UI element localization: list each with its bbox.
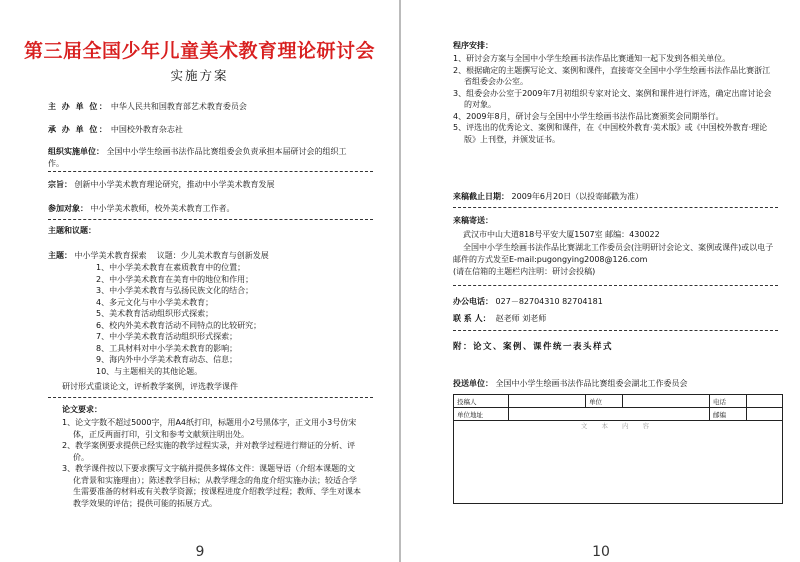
schedule-list (453, 53, 773, 145)
participants-value: 中小学美术教师，校外美术教育工作者。 (90, 204, 235, 213)
divider-3 (48, 397, 373, 398)
deadline-label: 来稿截止日期： (453, 192, 509, 201)
main-title: 第三届全国少年儿童美术教育理论研讨会 (23, 40, 375, 62)
theme-value: 中小学美术教育探索 (74, 251, 147, 260)
phone-value: 027－82704310 82704181 (495, 297, 603, 306)
submit-value: 全国中小学生绘画书法作品比赛组委会湖北工作委员会 (495, 379, 688, 388)
schedule-item: 2、根据确定的主题撰写论文、案例和课件，直接寄交全国中小学生绘画书法作品比赛浙江省组委会办公室。 (453, 65, 771, 86)
topics-list (96, 262, 386, 377)
contact-label: 联 系 人： (453, 314, 491, 323)
form-submitter-cell (509, 395, 586, 408)
form-unit-cell (623, 395, 710, 408)
page-number-right: 10 (592, 544, 610, 560)
form-postcode-label: 邮编 (710, 408, 747, 421)
purpose-label: 宗旨： (48, 180, 72, 189)
subtitle: 实施方案 (170, 68, 229, 83)
topic-item: 6、校内外美术教育活动不同特点的比较研究； (96, 320, 262, 330)
submit-row (453, 378, 788, 390)
divider-1 (48, 171, 373, 172)
schedule-heading: 程序安排： (453, 41, 493, 50)
organizer-value: 中华人民共和国教育部艺术教育委员会 (110, 102, 247, 111)
phone-row (453, 296, 783, 308)
deadline-value: 2009年6月20日（以投寄邮戳为准） (511, 192, 644, 201)
divider-2 (48, 219, 373, 220)
host-label: 承 办 单 位： (48, 125, 109, 134)
host-row (48, 124, 378, 136)
format-note: 研讨形式重谈论文，评析教学案例，评选教学课件 (62, 382, 238, 391)
paper-req-item: 1、论文字数不超过5000字，用A4纸打印，标题用小2号黑体字，正文用小3号仿宋体，正反两面打印，引文和参考文献须注明出处。 (62, 418, 357, 439)
mailing-address: 武汉市中山大道818号平安大厦1507室 邮编：430022 (463, 230, 660, 239)
topic-label: 议题： (156, 251, 181, 260)
topic-item: 9、海内外中小学美术教育动态、信息； (96, 355, 238, 364)
appendix-note: 附：论文、案例、课件统一表头样式 (453, 342, 614, 352)
submit-label: 投送单位： (453, 379, 493, 388)
deadline-row (453, 191, 783, 203)
paper-req-item: 2、教学案例要求提供已经实施的教学过程实录，并对教学过程进行辩证的分析、评价。 (62, 441, 356, 462)
schedule-item: 3、组委会办公室于2009年7月初组织专家对论文、案例和课件进行评选，确定出席讨论会的对象。 (453, 88, 772, 109)
execution-value: 全国中小学生绘画书法作品比赛组委会负责承担本届研讨会的组织工作。 (48, 147, 347, 168)
topic-item: 8、工具材料对中小学美术教育的影响； (96, 343, 238, 353)
divider-6 (453, 330, 778, 331)
form-body-cell: 文 本 内 容 (454, 421, 783, 504)
form-address-cell (509, 408, 710, 421)
execution-row (48, 146, 348, 169)
form-postcode-cell (747, 408, 783, 421)
topic-item: 7、中小学美术教育活动组织形式探索； (96, 332, 238, 341)
paper-req-item: 3、教学课件按以下要求撰写文字稿并提供多媒体文件：课题导语（介绍本课题的文化背景和实施理由）；陈述教学目标；从教学理念的角度介绍实施办法；较适合学生需要准备的材料或有关教学资源；按课程进度介绍教学过程；教师、学生对课本教学效果的评估；提供可能的拓展方式。 (62, 464, 361, 508)
schedule-item: 4、2009年8月，研讨会与全国中小学生绘画书法作品比赛颁奖会同期举行。 (453, 111, 724, 121)
schedule-item: 1、研讨会方案与全国中小学生绘画书法作品比赛通知一起下发到各相关单位。 (453, 54, 731, 63)
participants-label: 参加对象： (48, 204, 88, 213)
topic-item: 4、多元文化与中小学美术教育； (96, 297, 214, 307)
theme-label: 主题： (48, 251, 72, 260)
topic-item: 1、中小学美术教育在素质教育中的位置； (96, 263, 246, 272)
organizer-label: 主 办 单 位： (48, 102, 109, 111)
execution-label: 组织实施单位： (48, 147, 104, 156)
paper-requirements (62, 417, 362, 509)
organizer-row (48, 101, 378, 113)
theme-row (48, 250, 378, 262)
schedule-item: 5、评选出的优秀论文、案例和课件，在《中国校外教育·美术版》或《中国校外教育·理论版》上刊登，并颁发证书。 (453, 123, 768, 144)
paper-heading: 论文要求： (62, 405, 102, 414)
mailing-remark: (请在信箱的主题栏内注明：研讨会投稿) (453, 267, 596, 276)
divider-4 (453, 207, 778, 208)
header-form-table (453, 394, 783, 504)
form-address-label: 单位地址 (454, 408, 509, 421)
mailing-label: 来稿寄送： (453, 216, 493, 225)
page-number-left: 9 (195, 544, 205, 560)
topic-item: 5、美术教育活动组织形式探索； (96, 309, 214, 318)
contact-row (453, 313, 783, 325)
topic-item: 2、中小学美术教育在美育中的地位和作用； (96, 274, 254, 284)
topic-item: 3、中小学美术教育与弘扬民族文化的结合； (96, 286, 254, 295)
mailing-note: 全国中小学生绘画书法作品比赛湖北工作委员会(注明研讨会论文、案例或课件)或以电子邮件的方式发至E-mail:pugongying2008@126.com (453, 243, 774, 264)
divider-5 (453, 285, 778, 286)
topic-item: 10、与主题相关的其他论题。 (96, 366, 203, 376)
purpose-row (48, 179, 378, 191)
form-phone-label: 电话 (710, 395, 747, 408)
right-page (401, 0, 800, 562)
topic-value: 少儿美术教育与创新发展 (180, 251, 269, 260)
form-phone-cell (747, 395, 783, 408)
topics-heading: 主题和议题： (48, 226, 96, 235)
participants-row (48, 203, 378, 215)
phone-label: 办公电话： (453, 297, 493, 306)
host-value: 中国校外教育杂志社 (110, 125, 183, 134)
form-unit-label: 单位 (586, 395, 623, 408)
contact-value: 赵老师 刘老师 (495, 314, 547, 323)
form-submitter-label: 投稿人 (454, 395, 509, 408)
left-page (0, 0, 399, 562)
purpose-value: 创新中小学美术教育理论研究，推动中小学美术教育发展 (74, 180, 275, 189)
